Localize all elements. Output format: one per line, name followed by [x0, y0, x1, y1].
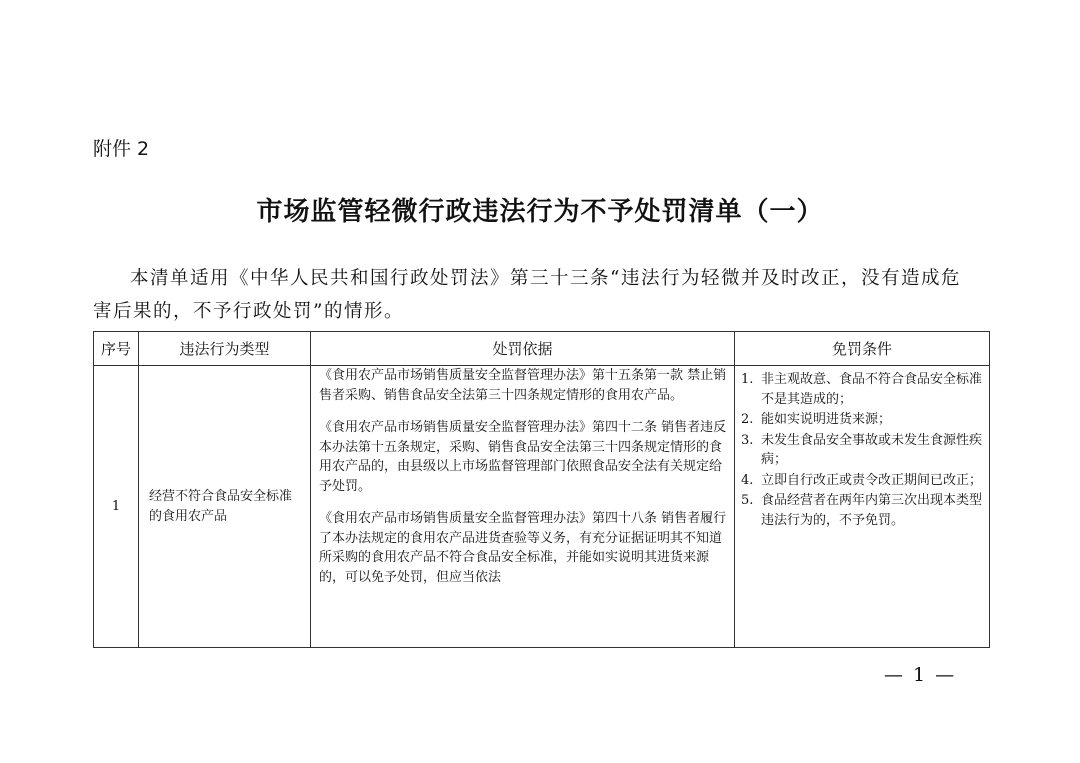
condition-item: [741, 491, 983, 530]
condition-text: 立即自行改正或责令改正期间已改正；: [761, 472, 983, 488]
intro-text: 本清单适用《中华人民共和国行政处罚法》第三十三条“违法行为轻微并及时改正，没有造成危害后果的，不予行政处罚”的情形。: [93, 268, 961, 322]
table-header-row: [94, 332, 990, 366]
basis-paragraph: 《食用农产品市场销售质量安全监督管理办法》第四十八条 销售者履行了本办法规定的食用农产品进货查验等义务，有充分证据证明其不知道所采购的食用农产品不符合食品安全标准，并能如实说明其进货来源的，可以免予处罚，但应当依法: [319, 511, 727, 585]
annex-label: 附件 2: [93, 138, 150, 160]
page-number: — 1 —: [884, 664, 957, 686]
condition-number: 2.: [741, 412, 754, 427]
header-exemption-conditions: 免罚条件: [735, 332, 990, 366]
row-violation-type: 经营不符合食品安全标准的食用农产品: [139, 366, 311, 648]
condition-text: 未发生食品安全事故或未发生食源性疾病；: [761, 432, 983, 467]
header-seq: 序号: [94, 332, 139, 366]
basis-paragraph: 《食用农产品市场销售质量安全监督管理办法》第十五条第一款 禁止销售者采购、销售食品安全法第三十四条规定情形的食用农产品。: [319, 368, 727, 403]
intro-paragraph: [93, 262, 979, 328]
row-penalty-basis: [311, 366, 735, 648]
row-seq: 1: [94, 366, 139, 648]
condition-number: 4.: [741, 472, 754, 488]
condition-item: [741, 471, 983, 491]
condition-item: [741, 431, 983, 470]
condition-text: 食品经营者在两年内第三次出现本类型违法行为的，不予免罚。: [761, 493, 983, 528]
condition-number: 1.: [741, 372, 754, 387]
condition-text: 能如实说明进货来源；: [761, 412, 892, 427]
condition-item: [741, 410, 983, 430]
table-row: [94, 366, 990, 648]
header-violation-type: 违法行为类型: [139, 332, 311, 366]
penalty-exemption-table: [93, 331, 990, 648]
condition-number: 5.: [741, 493, 754, 508]
basis-paragraph: 《食用农产品市场销售质量安全监督管理办法》第四十二条 销售者违反本办法第十五条规定，采购、销售食品安全法第三十四条规定情形的食用农产品的，由县级以上市场监督管理部门依照食品安全法有关规定给予处罚。: [319, 420, 727, 494]
condition-item: [741, 370, 983, 409]
condition-text: 非主观故意、食品不符合食品安全标准不是其造成的；: [761, 372, 983, 407]
condition-number: 3.: [741, 432, 754, 448]
header-penalty-basis: 处罚依据: [311, 332, 735, 366]
row-exemption-conditions: [735, 366, 990, 648]
document-title: 市场监管轻微行政违法行为不予处罚清单（一）: [256, 197, 824, 227]
